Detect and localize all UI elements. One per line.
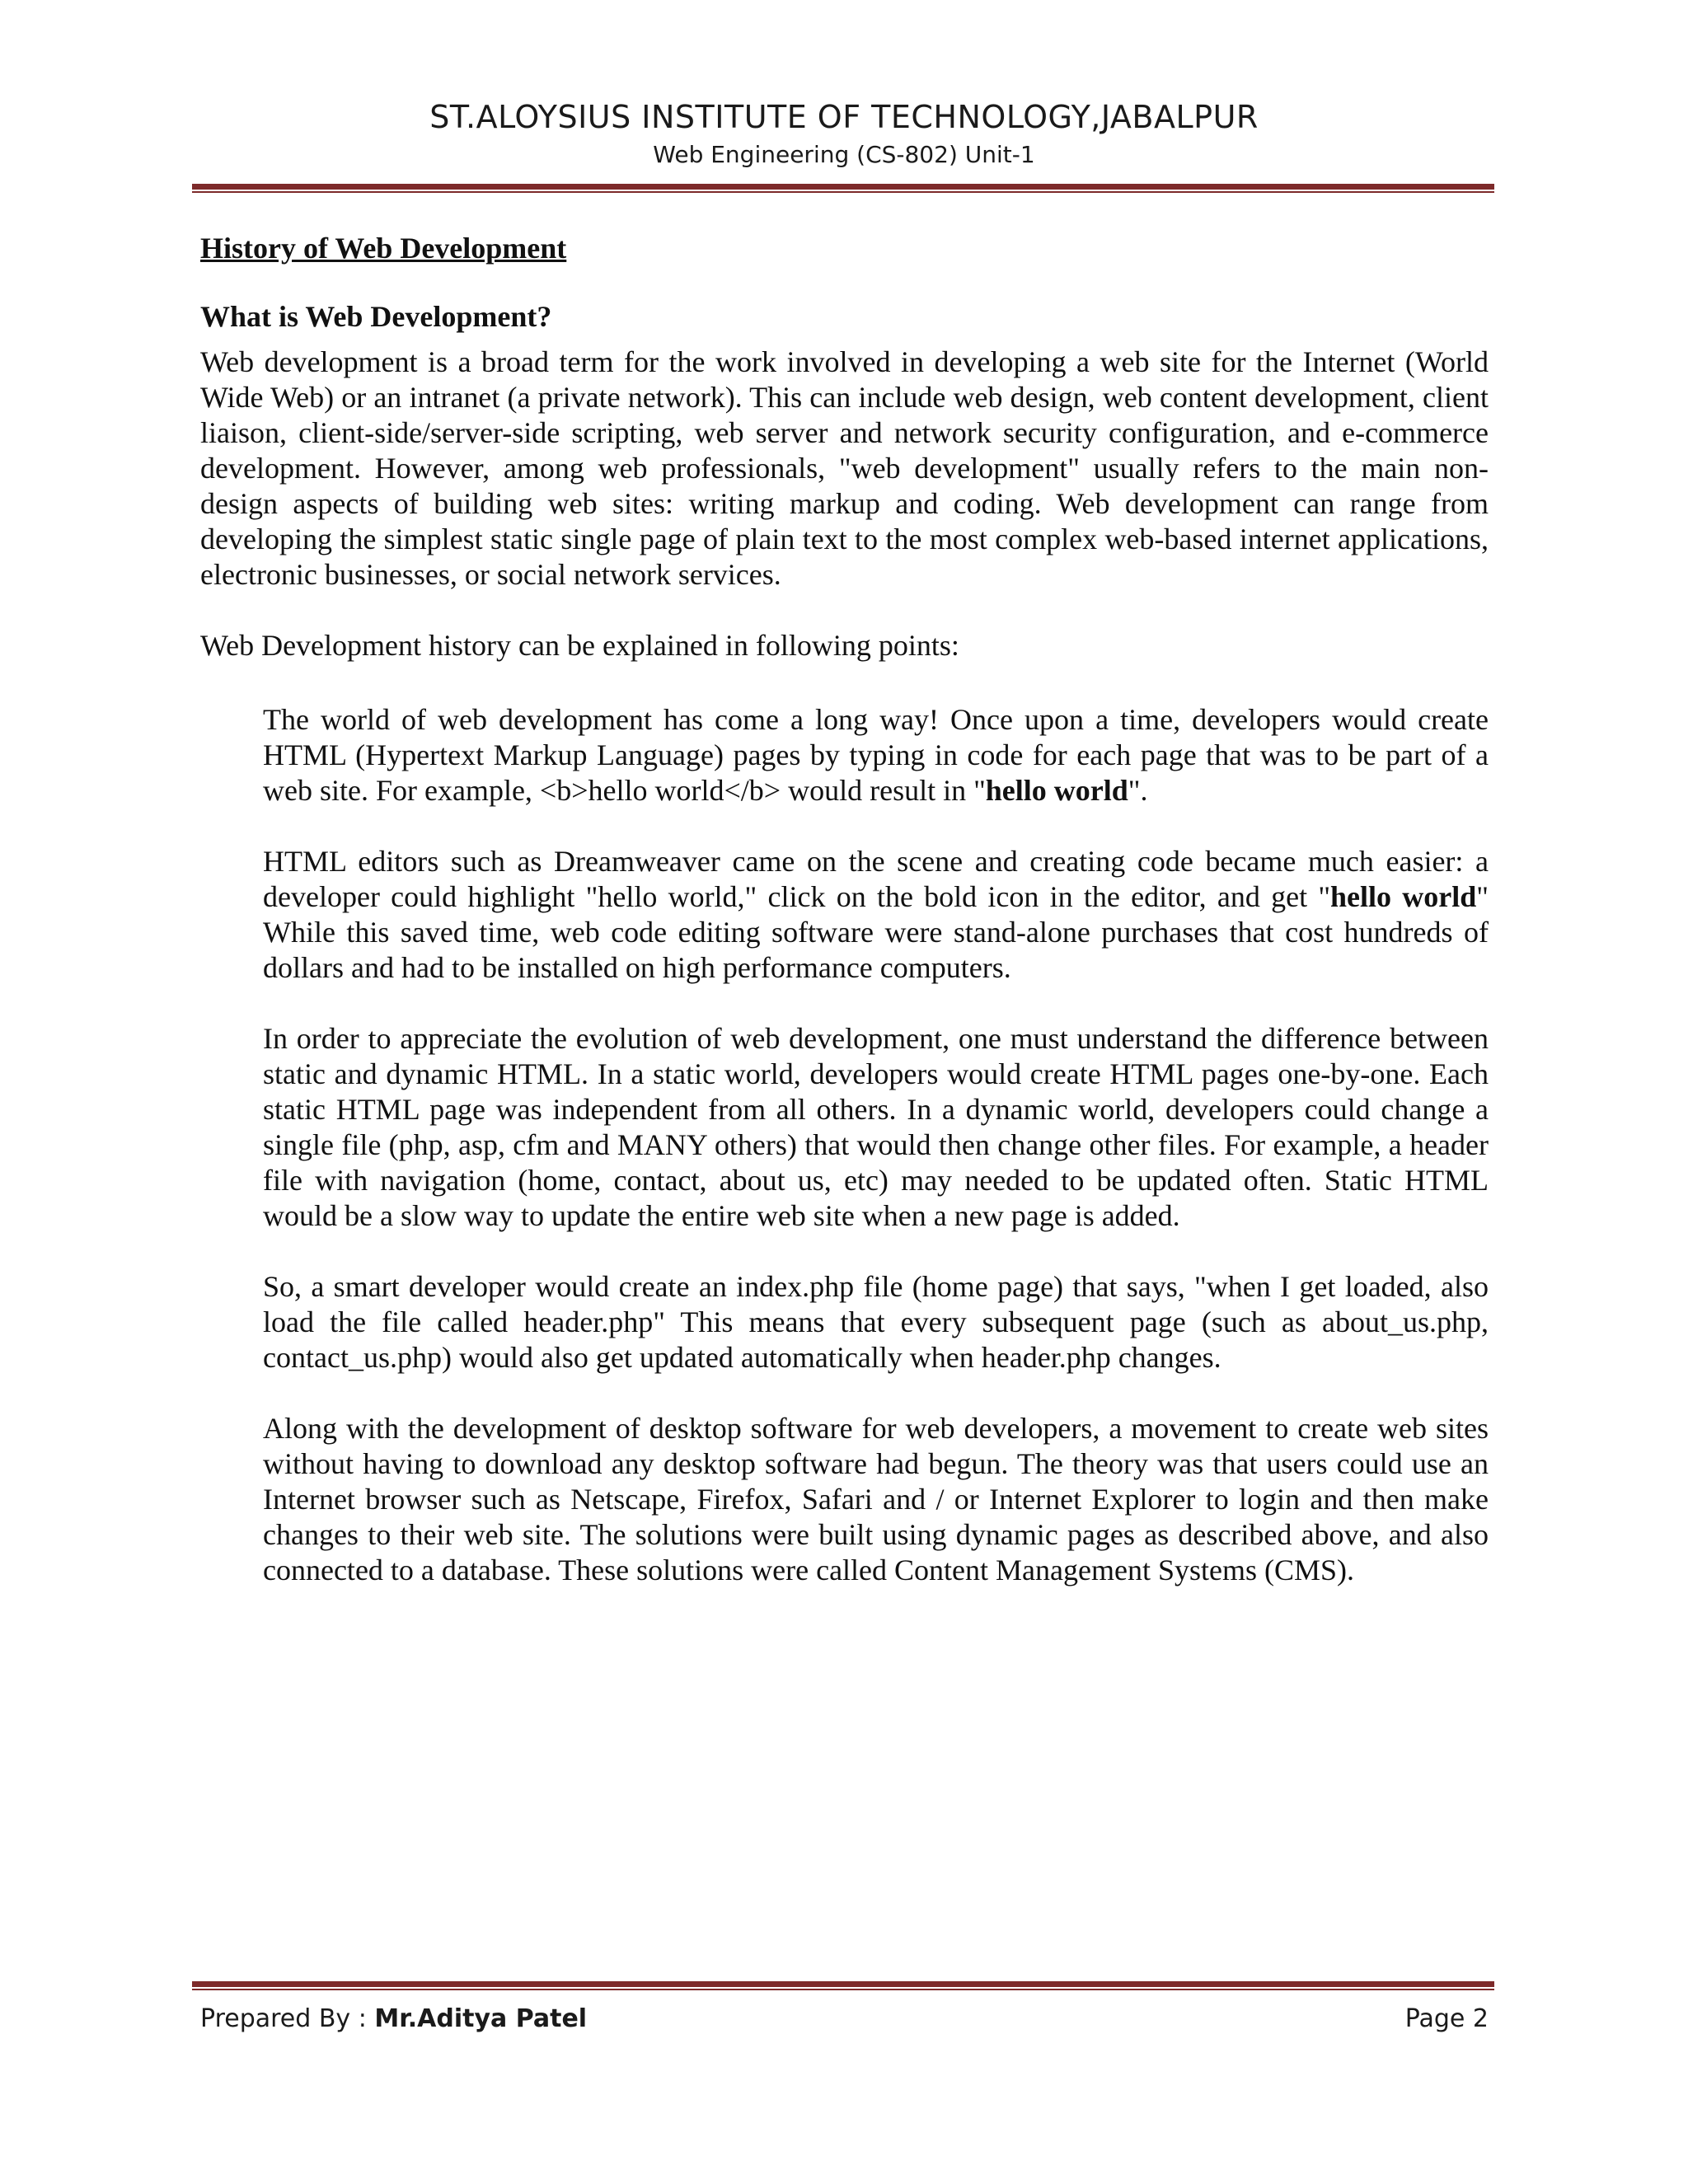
point-paragraph-2	[263, 844, 1489, 986]
point-paragraph-5: Along with the development of desktop software for web developers, a movement to create web sites without having to download any desktop software had begun. The theory was that users could use an Internet browser such as Netscape, Firefox, Safari and / or Internet Explorer to login and then make changes to their web site. The solutions were built using dynamic pages as described above, and also connected to a database. These solutions were called Content Management Systems (CMS).	[263, 1412, 1489, 1586]
point-2-bold: hello world	[1330, 880, 1477, 913]
author-name: Mr.Aditya Patel	[374, 2004, 588, 2033]
point-paragraph-4: So, a smart developer would create an index.php file (home page) that says, "when I get loaded, also load the file called header.php" This means that every subsequent page (such as about_us.php, contact_us.php) would also get updated automatically when header.php changes.	[263, 1270, 1489, 1374]
institute-title: ST.ALOYSIUS INSTITUTE OF TECHNOLOGY,JABALPUR	[429, 99, 1259, 135]
page-number: Page 2	[1404, 2004, 1489, 2033]
point-1-text-after: ".	[1128, 774, 1148, 807]
point-1-bold: hello world	[985, 774, 1128, 807]
point-1-text-before: The world of web development has come a long way! Once upon a time, developers would create HTML (Hypertext Markup Language) pages by typing in code for each page that was to be part of a web site. For example, <b>hello world</b> would result in "	[263, 703, 1489, 807]
page-content	[200, 231, 1489, 1624]
prepared-by	[200, 2004, 587, 2033]
course-subtitle: Web Engineering (CS-802) Unit-1	[653, 141, 1035, 168]
intro-paragraph: Web development is a broad term for the work involved in developing a web site for the Internet (World Wide Web) or an intranet (a private network). This can include web design, web content development, client liaison, client-side/server-side scripting, web server and network security configuration, and e-commerce development. However, among web professionals, "web development" usually refers to the main non-design aspects of building web sites: writing markup and coding. Web development can range from developing the simplest static single page of plain text to the most complex web-based internet applications, electronic businesses, or social network services.	[200, 345, 1489, 591]
lead-sentence: Web Development history can be explained in following points:	[200, 629, 959, 662]
point-2-text-before: HTML editors such as Dreamweaver came on the scene and creating code became much easier: a developer could highlight "hello world," click on the bold icon in the editor, and get "	[263, 845, 1489, 913]
section-title: History of Web Development	[200, 232, 567, 265]
point-2-text-after: " While this saved time, web code editing software were stand-alone purchases that cost hundreds of dollars and had to be installed on high performance computers.	[263, 880, 1489, 984]
page-header	[198, 97, 1490, 171]
point-paragraph-3: In order to appreciate the evolution of web development, one must understand the difference between static and dynamic HTML. In a static world, developers would create HTML pages one-by-one. Each static HTML page was independent from all others. In a dynamic world, developers could change a single file (php, asp, cfm and MANY others) that would then change other files. For example, a header file with navigation (home, contact, about us, etc) may needed to be updated often. Static HTML would be a slow way to update the entire web site when a new page is added.	[263, 1022, 1489, 1232]
point-paragraph-1	[263, 702, 1489, 808]
question-title: What is Web Development?	[200, 300, 552, 333]
header-rule	[192, 184, 1494, 194]
prepared-label: Prepared By :	[200, 2004, 375, 2033]
footer-rule	[192, 1981, 1494, 1991]
